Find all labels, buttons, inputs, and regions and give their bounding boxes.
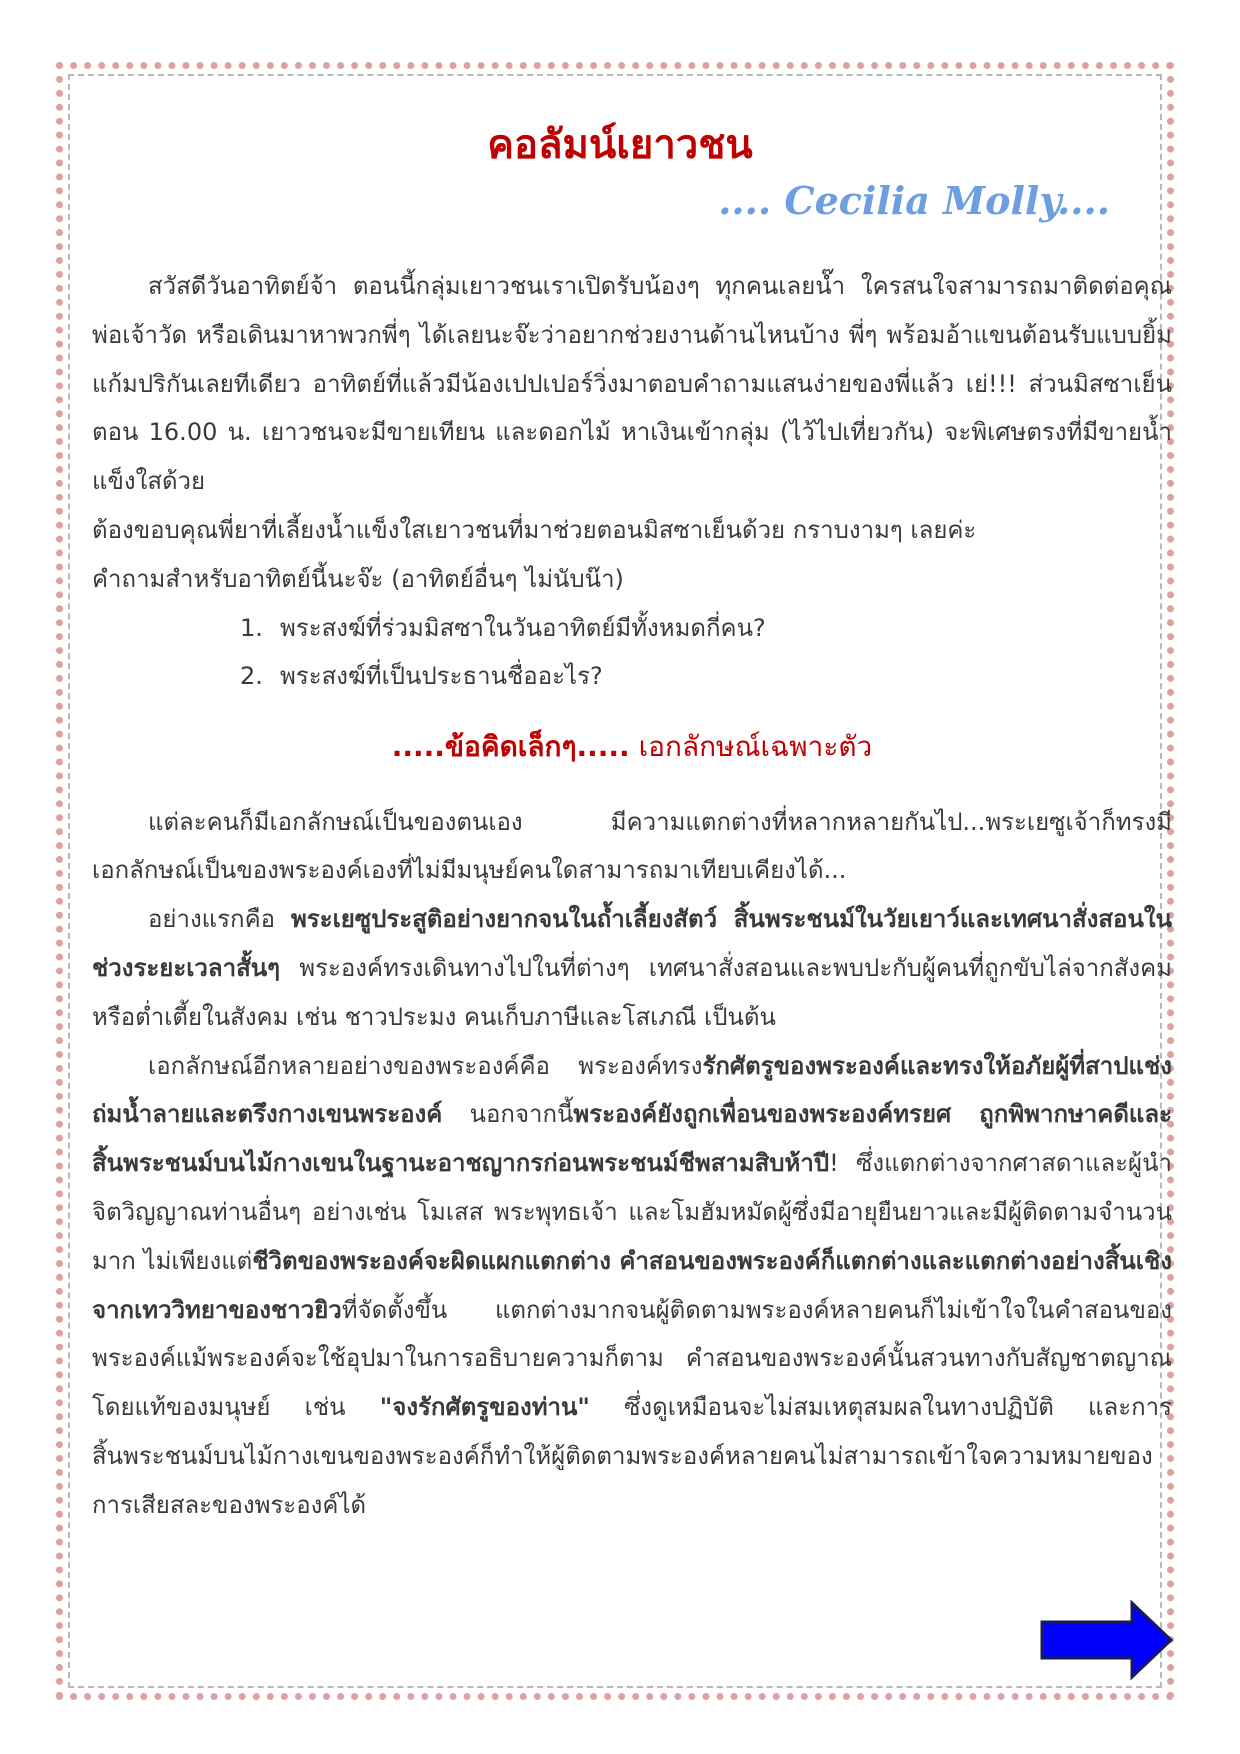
bold-run: พระเยซูประสูติอย่างยากจนในถ้ำเลี้ยงสัตว์ สิ้นพระชนม์ในวัยเยาว์และเทศนาสั่งสอนในช่วงระยะเวลาสั้นๆ [92, 905, 1172, 982]
bold-run: "จงรักศัตรูของท่าน" [379, 1393, 590, 1422]
section-heading [92, 722, 1172, 772]
text-run: ! ซึ่งแตกต่างจากศาสดาและผู้นำจิตวิญญาณท่านอื่นๆ อย่างเช่น โมเสส พระพุทธเจ้า และโมฮัมหมัดผู้ซึ่งมีอายุยืนยาวและมีผู้ติดตามจำนวนมาก ไม่เพียงแต่ [92, 1149, 1172, 1275]
bold-run: พระองค์ยังถูกเพื่อนของพระองค์ทรยศ ถูกพิพากษาคดีและสิ้นพระชนม์บนไม้กางเขนในฐานะอาชญากรก่อนพระชนม์ชีพสามสิบห้าปี [92, 1100, 1172, 1178]
arrow-right-icon[interactable] [1040, 1600, 1174, 1680]
intro-paragraph: สวัสดีวันอาทิตย์จ้า ตอนนี้กลุ่มเยาวชนเราเปิดรับน้องๆ ทุกคนเลยนํ๊า ใครสนใจสามารถมาติดต่อคุณพ่อเจ้าวัด หรือเดินมาหาพวกพี่ๆ ได้เลยนะจ๊ะว่าอยากช่วยงานด้านไหนบ้าง พี่ๆ พร้อมอ้าแขนต้อนรับแบบยิ้มแก้มปริกันเลยทีเดียว อาทิตย์ที่แล้วมีน้องเปปเปอร์วิ่งมาตอบคำถามแสนง่ายของพี่แล้ว เย่!!! ส่วนมิสซาเย็นตอน 16.00 น. เยาวชนจะมีขายเทียน และดอกไม้ หาเงินเข้ากลุ่ม (ไว้ไปเที่ยวกัน) จะพิเศษตรงที่มีขายน้ำแข็งใสด้วย [92, 272, 1172, 496]
section-paragraph-3 [92, 1042, 1172, 1530]
article-body [92, 262, 1172, 1530]
text-run: อย่างแรกคือ [148, 905, 291, 934]
text-run: ซึ่งดูเหมือนจะไม่สมเหตุสมผลในทางปฏิบัติ และการสิ้นพระชนม์บนไม้กางเขนของพระองค์ก็ทำให้ผู้ติดตามพระองค์หลายคนไม่สามารถเข้าใจความหมายของการเสียสละของพระองค์ได้ [92, 1393, 1172, 1519]
section-title-sub: เอกลักษณ์เฉพาะตัว [638, 729, 873, 763]
question-number: 2. [240, 661, 263, 690]
text-run: ที่จัดตั้งขึ้น แตกต่างมากจนผู้ติดตามพระองค์หลายคนก็ไม่เข้าใจในคำสอนของพระองค์แม้พระองค์จะใช้อุปมาในการอธิบายความก็ตาม คำสอนของพระองค์นั้นสวนทางกับสัญชาตญาณโดยแท้ของมนุษย์ เช่น [92, 1295, 1172, 1422]
section-title-main: .....ข้อคิดเล็กๆ..... [391, 729, 630, 763]
text-run: เอกลักษณ์อีกหลายอย่างของพระองค์คือ พระองค์ทรง [148, 1051, 703, 1080]
question-text: พระสงฆ์ที่ร่วมมิสซาในวันอาทิตย์มีทั้งหมดกี่คน? [280, 613, 766, 642]
bold-run: รักศัตรูของพระองค์และทรงให้อภัยผู้ที่สาปแช่ง ถ่มน้ำลายและตรึงกางเขนพระองค์ [92, 1051, 1172, 1129]
section-paragraph-1: แต่ละคนก็มีเอกลักษณ์เป็นของตนเอง มีความแตกต่างที่หลากหลายกันไป...พระเยซูเจ้าก็ทรงมีเอกลักษณ์เป็นของพระองค์เองที่ไม่มีมนุษย์คนใดสามารถมาเทียบเคียงได้... [92, 807, 1172, 885]
page-title: คอลัมน์เยาวชน [487, 122, 753, 167]
text-run: พระองค์ทรงเดินทางไปในที่ต่างๆ เทศนาสั่งสอนและพบปะกับผู้คนที่ถูกขับไล่จากสังคมหรือต่ำเตี้ยในสังคม เช่น ชาวประมง คนเก็บภาษีและโสเภณี เป็นต้น [92, 953, 1172, 1031]
bold-run: ชีวิตของพระองค์จะผิดแผกแตกต่าง คำสอนของพระองค์ก็แตกต่างและแตกต่างอย่างสิ้นเชิงจากเทววิทยาของชาวยิว [92, 1246, 1172, 1324]
list-item [240, 604, 1172, 652]
arrow-shape [1042, 1603, 1171, 1677]
question-number: 1. [240, 613, 263, 642]
list-item [240, 652, 1172, 700]
thanks-line: ต้องขอบคุณพี่ยาที่เลี้ยงน้ำแข็งใสเยาวชนที่มาช่วยตอนมิสซาเย็นด้วย กราบงามๆ เลยค่ะ [92, 515, 977, 544]
question-intro: คำถามสำหรับอาทิตย์นี้นะจ๊ะ (อาทิตย์อื่นๆ ไม่นับน๊า) [92, 564, 624, 593]
question-text: พระสงฆ์ที่เป็นประธานชื่ออะไร? [280, 661, 603, 690]
author-signature: .... Cecilia Molly.... [718, 178, 1110, 223]
text-run: นอกจากนี้ [442, 1100, 574, 1129]
section-paragraph-2 [92, 895, 1172, 1041]
question-list [92, 604, 1172, 700]
